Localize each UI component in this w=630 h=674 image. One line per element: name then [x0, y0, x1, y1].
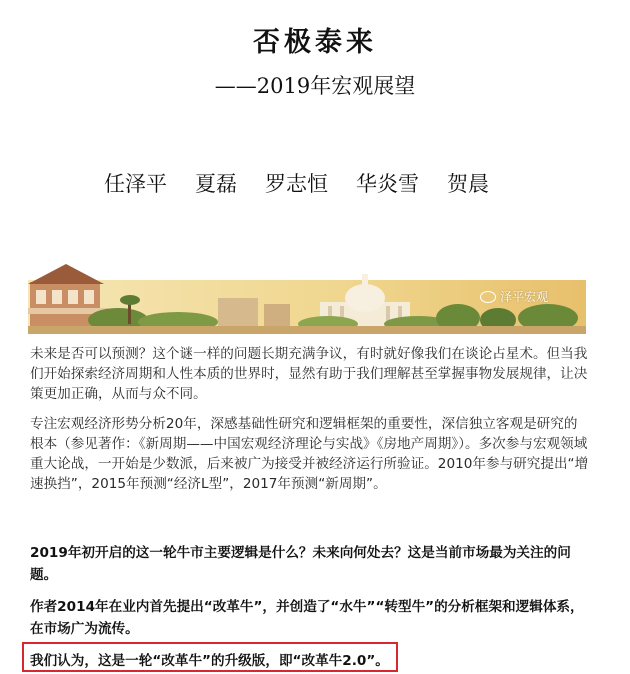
watermark-label: 泽平宏观 — [500, 290, 549, 304]
author-name: 华炎雪 — [356, 172, 419, 196]
banner-watermark — [480, 288, 548, 305]
conclusion-paragraph: 我们认为，这是一轮“改革牛”的升级版，即“改革牛2.0”。 — [30, 653, 389, 669]
document-subtitle: ——2019年宏观展望 — [214, 74, 416, 98]
key-question-paragraph: 2019年初开启的这一轮牛市主要逻辑是什么？未来向何处去？这是当前市场最为关注的问题。 — [30, 545, 571, 583]
background-paragraph: 专注宏观经济形势分析20年，深感基础性研究和逻辑框架的重要性，深信独立客观是研究的根本（参见著作：《新周期——中国宏观经济理论与实战》《房地产周期》）。多次参与宏观领域重大论战，一开始是少数派，后来被广为接受并被经济运行所验证。2010年参与研究提出“增速换挡”，2015年预测“经济L型”，2017年预测“新周期”。 — [30, 416, 589, 492]
author-name: 贺晨 — [447, 172, 489, 196]
framework-paragraph: 作者2014年在业内首先提出“改革牛”，并创造了“水牛”“转型牛”的分析框架和逻辑体系，在市场广为流传。 — [30, 599, 584, 637]
document-title: 否极泰来 — [253, 27, 377, 58]
author-name: 罗志恒 — [265, 172, 328, 196]
highlight-box — [22, 642, 398, 672]
author-list — [104, 168, 489, 198]
intro-paragraph: 未来是否可以预测？这个谜一样的问题长期充满争议，有时就好像我们在谈论占星术。但当我们开始探索经济周期和人性本质的世界时，显然有助于我们理解甚至掌握事物发展规律，让决策更加正确，从而与众不同。 — [30, 346, 588, 402]
author-name: 夏磊 — [195, 172, 237, 196]
wechat-icon — [480, 291, 496, 303]
author-name: 任泽平 — [104, 172, 167, 196]
